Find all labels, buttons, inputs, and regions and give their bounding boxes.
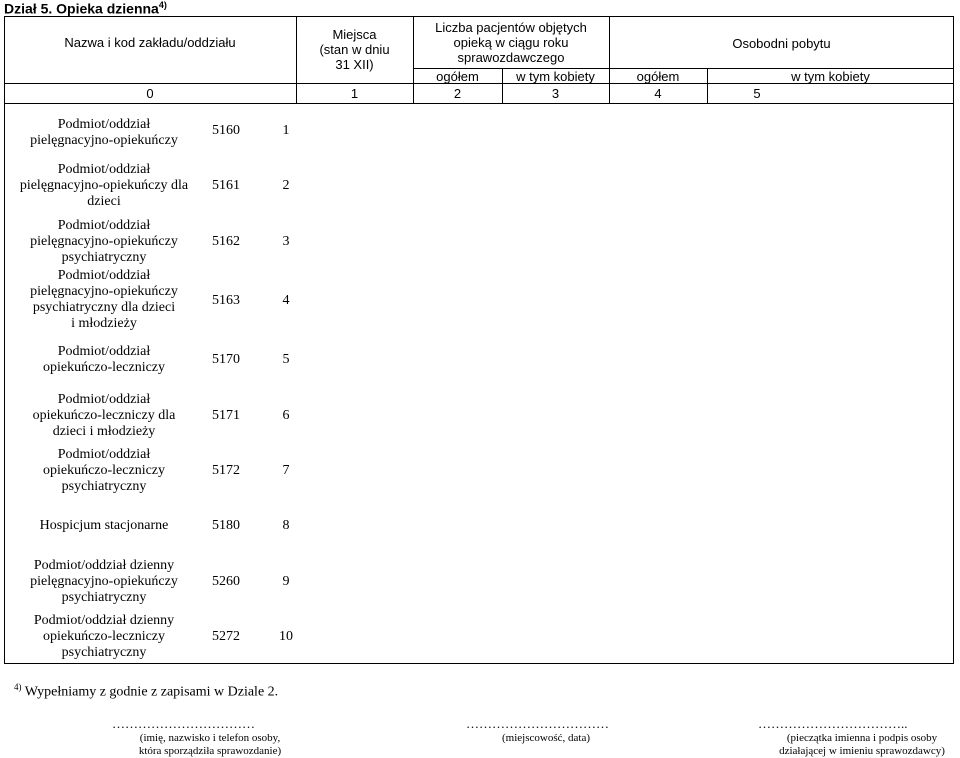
row-name-line: Podmiot/oddział dzienny <box>33 558 175 573</box>
column-number-0: 0 <box>146 86 154 101</box>
row-code: 5172 <box>212 463 240 478</box>
column-number-2: 2 <box>453 86 462 101</box>
row-number: 8 <box>282 518 290 533</box>
row-name-line: psychiatryczny dla dzieci <box>32 300 176 315</box>
header-sub-total-1 <box>413 69 502 84</box>
row-code: 5170 <box>212 352 240 367</box>
signature-caption-line: która sporządziła sprawozdanie) <box>138 745 282 757</box>
header-days-label: Osobodni pobytu <box>732 36 831 51</box>
row-name-line: Podmiot/oddział <box>57 218 151 233</box>
header-name-label: Nazwa i kod zakładu/oddziału <box>64 35 236 50</box>
row-name-line: psychiatryczny <box>61 250 147 265</box>
row-name-line: pielęgnacyjno-opiekuńczy <box>30 284 178 299</box>
footnote-text: Wypełniamy z godnie z zapisami w Dziale 2. <box>24 684 279 700</box>
column-number-1: 1 <box>350 86 359 101</box>
row-code: 5163 <box>212 293 240 308</box>
header-sub-total-2 <box>609 69 707 84</box>
row-code: 5180 <box>212 518 240 533</box>
section-title <box>4 0 167 17</box>
header-patients-line1: Liczba pacjentów objętych <box>435 20 587 35</box>
row-name <box>4 447 204 495</box>
signature-caption <box>446 732 646 745</box>
header-places-col <box>296 27 413 72</box>
row-name-line: psychiatryczny <box>61 590 147 605</box>
signature-caption <box>764 732 960 758</box>
header-patients-line2: opieką w ciągu roku <box>453 35 569 50</box>
row-number: 10 <box>279 629 293 644</box>
row-name-line: opiekuńczo-leczniczy <box>42 360 166 375</box>
row-name-line: psychiatryczny <box>61 479 147 494</box>
row-number: 7 <box>282 463 290 478</box>
row-name-line: Podmiot/oddział <box>57 268 151 283</box>
row-name-line: Podmiot/oddział <box>57 117 151 132</box>
row-name <box>4 613 204 661</box>
signature-dots: …………………………… <box>466 716 609 731</box>
row-number: 6 <box>282 408 290 423</box>
row-name-line: Hospicjum stacjonarne <box>39 518 169 533</box>
sub-women-1-label: w tym kobiety <box>516 69 595 84</box>
row-name <box>4 117 204 149</box>
header-sub-women-1 <box>502 69 609 84</box>
row-name-line: pielęgnacyjno-opiekuńczy <box>30 133 178 148</box>
row-name-line: Podmiot/oddział <box>57 392 151 407</box>
sub-women-2-label: w tym kobiety <box>791 69 870 84</box>
row-code: 5162 <box>212 234 240 249</box>
row-name-line: opiekuńczo-leczniczy <box>42 629 166 644</box>
row-name-line: Podmiot/oddział <box>57 447 151 462</box>
row-code: 5272 <box>212 629 240 644</box>
row-name <box>4 344 204 376</box>
signature-dots: …………………………… <box>112 716 255 731</box>
header-patients-line3: sprawozdawczego <box>457 50 565 65</box>
row-name-line: pielęgnacyjno-opiekuńczy <box>30 234 178 249</box>
row-number: 5 <box>282 352 290 367</box>
header-sub-women-2 <box>707 69 954 84</box>
row-name <box>4 218 204 266</box>
row-number: 2 <box>282 178 290 193</box>
signature-caption-line: (pieczątka imienna i podpis osoby <box>786 732 938 744</box>
row-number: 4 <box>282 293 290 308</box>
row-name-line: Podmiot/oddział <box>57 162 151 177</box>
header-divider-body <box>4 103 954 104</box>
column-number-5: 5 <box>753 86 761 101</box>
section-title-footnote-ref: 4) <box>158 0 167 10</box>
column-number-4: 4 <box>654 86 662 101</box>
row-name <box>4 558 204 606</box>
row-name-line: opiekuńczo-leczniczy dla <box>32 408 176 423</box>
row-number: 3 <box>282 234 290 249</box>
row-code: 5171 <box>212 408 240 423</box>
sub-total-2-label: ogółem <box>636 69 680 84</box>
header-name-col <box>4 35 296 50</box>
signature-caption <box>110 732 310 758</box>
row-name-line: pielęgnacyjno-opiekuńczy dla <box>19 178 189 193</box>
header-places-line1: Miejsca <box>332 27 377 42</box>
row-name-line: Podmiot/oddział <box>57 344 151 359</box>
row-number: 1 <box>282 123 290 138</box>
signature-caption-line: działającej w imieniu sprawozdawcy) <box>779 745 945 757</box>
header-patients-col <box>413 20 609 65</box>
section-title-text: Dział 5. Opieka dzienna <box>4 0 159 17</box>
header-places-line2: (stan w dniu <box>319 42 390 57</box>
signature-caption-line: (miejscowość, data) <box>502 732 590 744</box>
row-name-line: dzieci <box>87 194 121 209</box>
row-code: 5161 <box>212 178 240 193</box>
row-name <box>4 162 204 210</box>
sub-total-1-label: ogółem <box>436 69 479 84</box>
row-number: 9 <box>282 574 290 589</box>
row-name-line: i młodzieży <box>71 316 137 331</box>
header-days-col <box>609 36 954 51</box>
footnote-marker: 4) <box>14 682 22 692</box>
row-name-line: pielęgnacyjno-opiekuńczy <box>30 574 178 589</box>
footnote <box>14 682 278 701</box>
row-name <box>4 518 204 534</box>
row-name-line: opiekuńczo-leczniczy <box>42 463 166 478</box>
row-name-line: psychiatryczny <box>61 645 147 660</box>
signature-dots: …………………………….. <box>758 716 908 731</box>
row-name <box>4 268 204 332</box>
column-number-3: 3 <box>551 86 560 101</box>
row-code: 5160 <box>212 123 240 138</box>
row-code: 5260 <box>212 574 240 589</box>
row-name <box>4 392 204 440</box>
row-name-line: dzieci i młodzieży <box>52 424 156 439</box>
row-name-line: Podmiot/oddział dzienny <box>33 613 175 628</box>
signature-caption-line: (imię, nazwisko i telefon osoby, <box>139 732 281 744</box>
header-places-line3: 31 XII) <box>335 57 374 72</box>
